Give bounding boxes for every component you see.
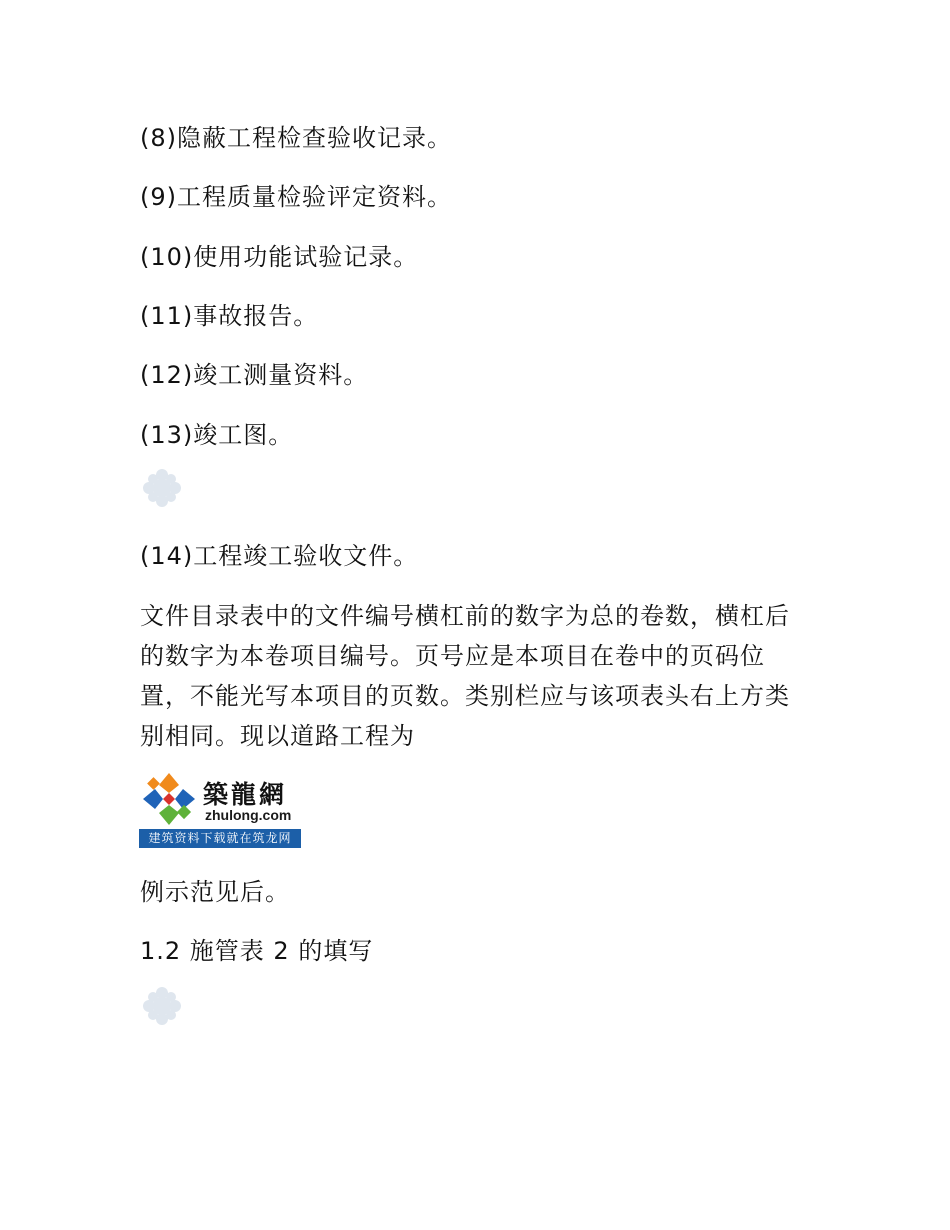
list-item-11: (11)事故报告。 (140, 302, 319, 330)
logo-name-cn: 築龍網 (203, 780, 288, 809)
list-item-10: (10)使用功能试验记录。 (140, 243, 419, 271)
list-item-12: (12)竣工测量资料。 (140, 361, 369, 389)
logo-tagline: 建筑资料下载就在筑龙网 (139, 829, 301, 848)
snowflake-watermark-icon (140, 466, 184, 510)
snowflake-watermark-icon (140, 984, 184, 1028)
section-heading: 1.2 施管表 2 的填写 (140, 937, 374, 965)
list-item-8: (8)隐蔽工程检查验收记录。 (140, 124, 452, 152)
list-item-9: (9)工程质量检验评定资料。 (140, 183, 452, 211)
list-item-14: (14)工程竣工验收文件。 (140, 542, 419, 570)
body-paragraph: 文件目录表中的文件编号横杠前的数字为总的卷数，横杠后的数字为本卷项目编号。页号应是本项目在卷中的页码位置，不能光写本项目的页数。类别栏应与该项表头右上方类别相同。现以道路工程为 (140, 602, 790, 750)
zhulong-mark-icon (141, 771, 197, 827)
zhulong-logo (139, 769, 301, 848)
logo-domain: zhulong.com (205, 807, 292, 823)
list-item-13: (13)竣工图。 (140, 421, 294, 449)
after-logo-text: 例示范见后。 (140, 878, 290, 906)
